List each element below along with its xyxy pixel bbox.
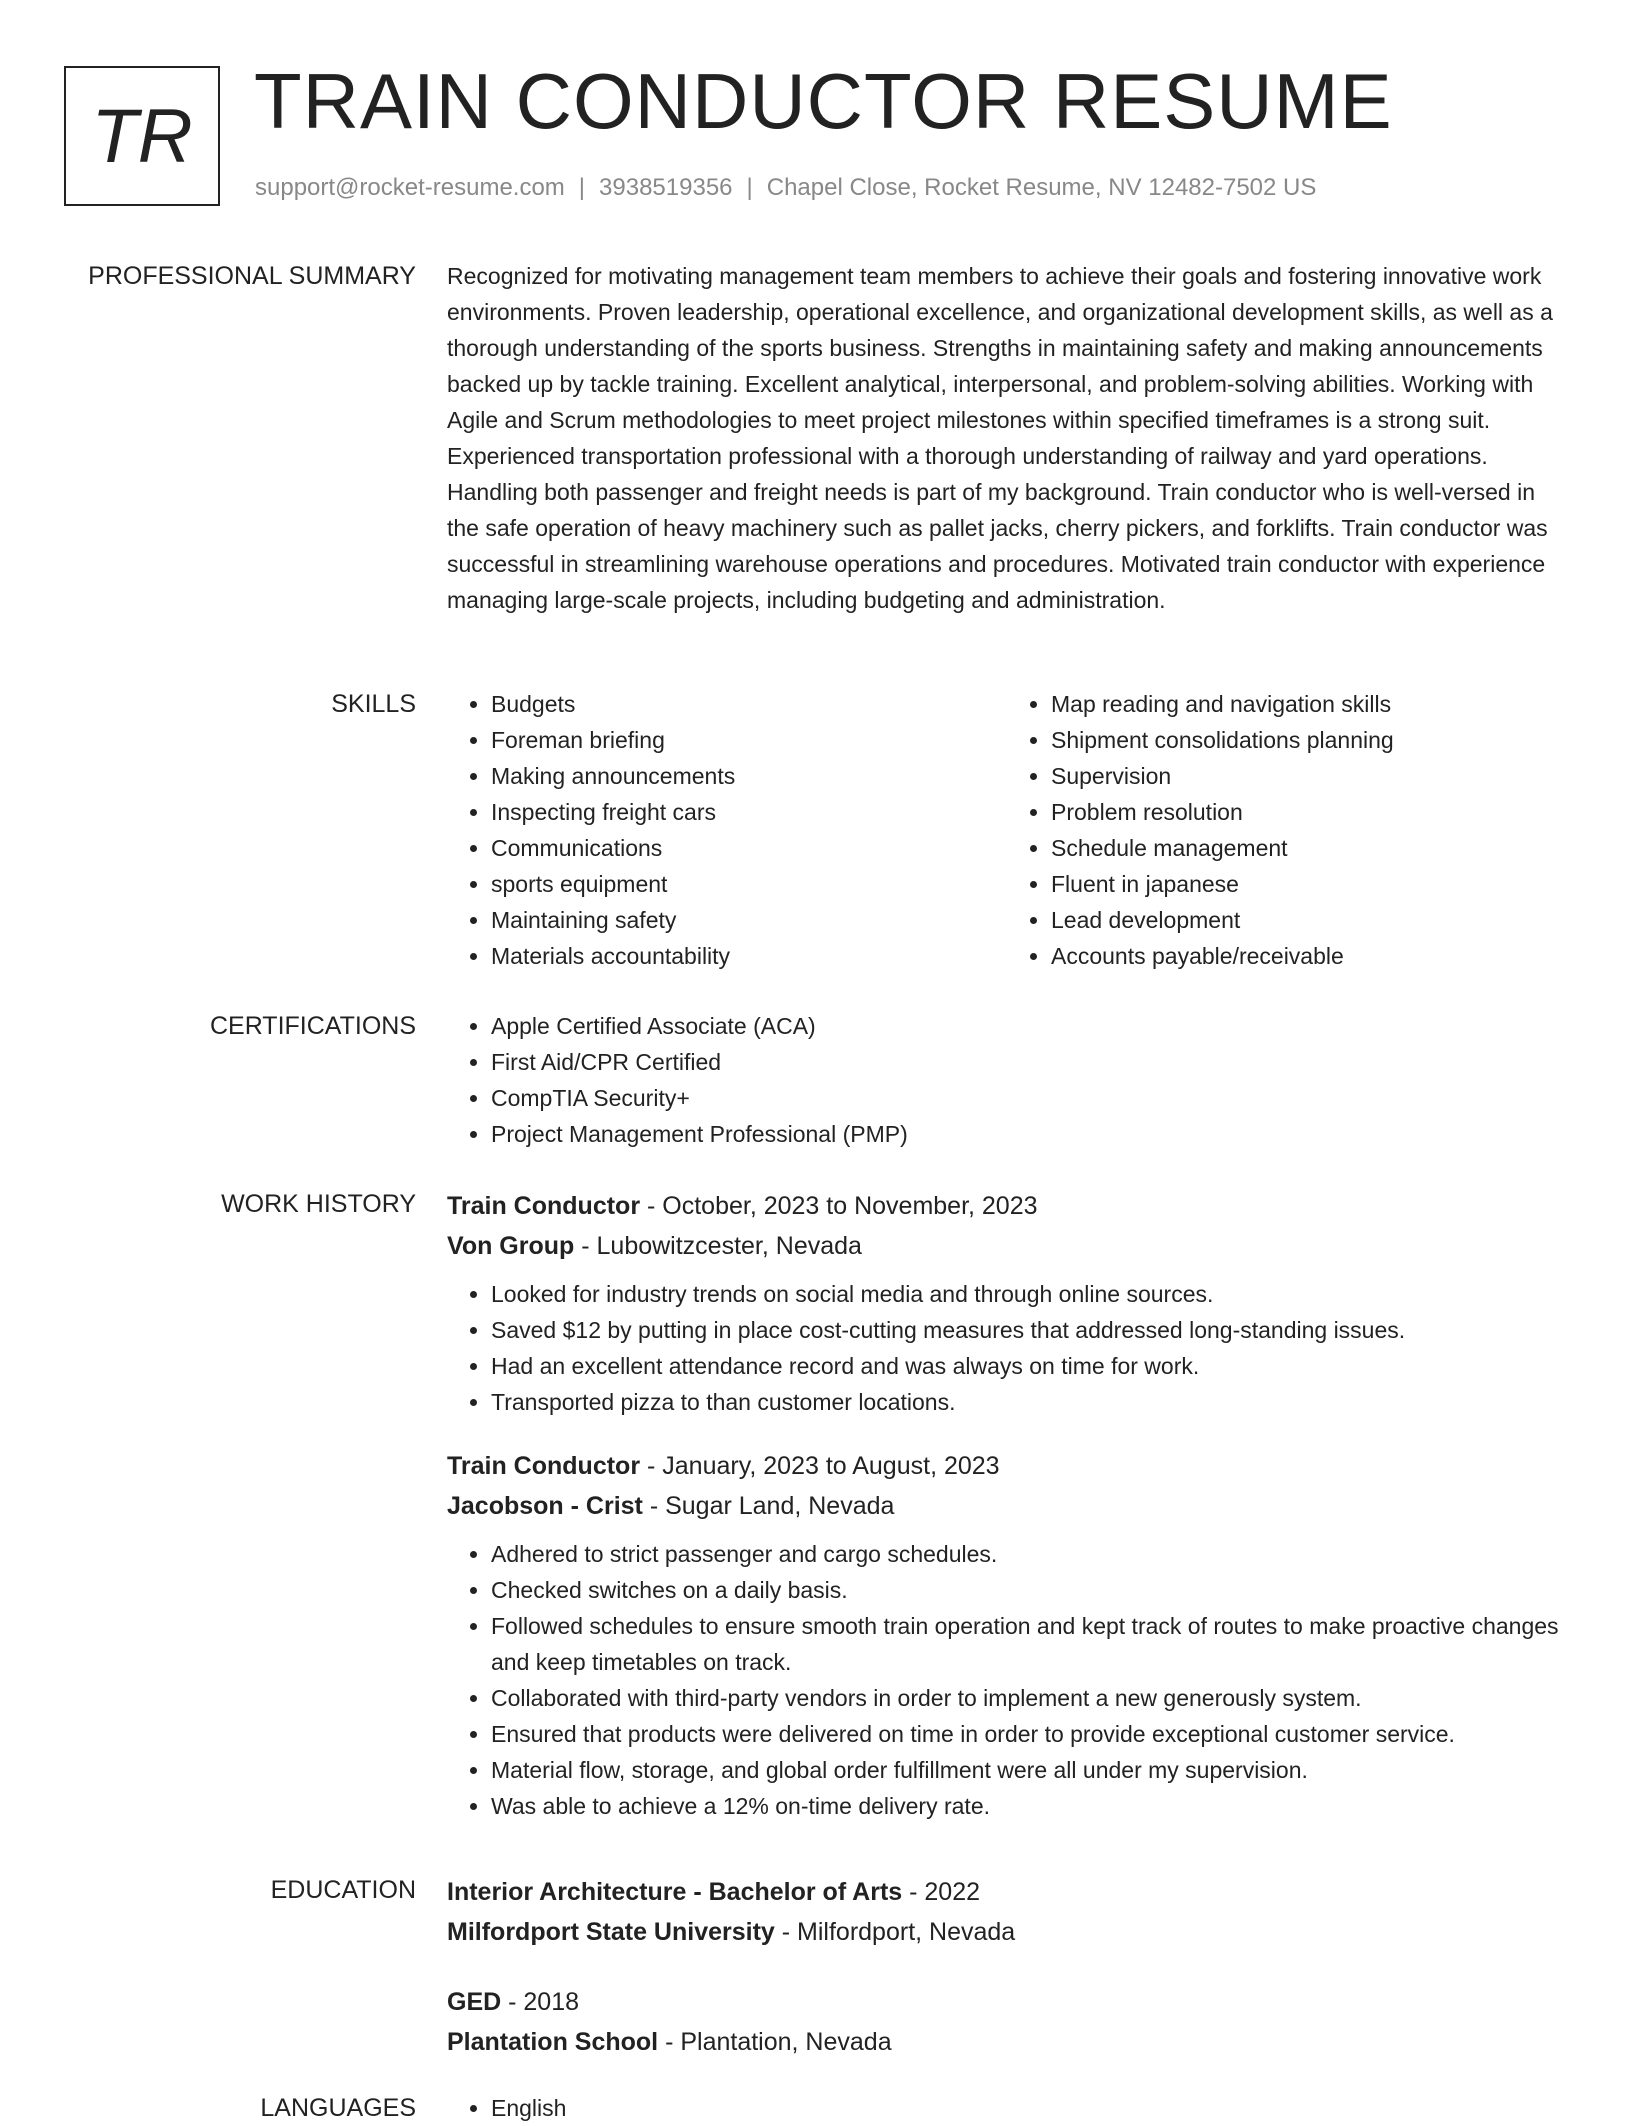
job-bullets <box>447 1536 1567 1824</box>
contact-separator: | <box>746 174 753 201</box>
certifications-list <box>447 1008 1567 1152</box>
skills-list-right <box>1007 686 1567 974</box>
job-bullet: • Adhered to strict passenger and cargo schedules. <box>491 1536 1567 1572</box>
certification-item: • Project Management Professional (PMP) <box>491 1116 1567 1152</box>
certification-item: • Apple Certified Associate (ACA) <box>491 1008 1567 1044</box>
skill-item: • Fluent in japanese <box>1051 866 1567 902</box>
job-bullet: • Looked for industry trends on social media and through online sources. <box>491 1276 1567 1312</box>
job-dates: - January, 2023 to August, 2023 <box>640 1452 1000 1480</box>
job-title-line <box>447 1186 1567 1226</box>
skill-item: • Schedule management <box>1051 830 1567 866</box>
skill-item: • Making announcements <box>491 758 1007 794</box>
job-company-line <box>447 1226 1567 1266</box>
education-location: - Plantation, Nevada <box>658 2028 892 2056</box>
section-label-summary: PROFESSIONAL SUMMARY <box>88 262 416 290</box>
job-entry <box>447 1186 1567 1420</box>
education-school-line <box>447 1912 1567 1952</box>
skills-list-left <box>447 686 1007 974</box>
education-school: Milfordport State University <box>447 1918 775 1946</box>
contact-email: support@rocket-resume.com <box>255 174 565 201</box>
education-school-line <box>447 2022 1567 2062</box>
job-location: - Lubowitzcester, Nevada <box>574 1232 862 1260</box>
education-entry <box>447 1872 1567 1952</box>
section-label-languages: LANGUAGES <box>260 2094 416 2122</box>
education-degree-line <box>447 1872 1567 1912</box>
skill-item: • Materials accountability <box>491 938 1007 974</box>
job-bullet: • Followed schedules to ensure smooth train operation and kept track of routes to make proactive changes and keep timetables on track. <box>491 1608 1567 1680</box>
section-label-skills: SKILLS <box>331 690 416 718</box>
certifications-content <box>447 1008 1567 1152</box>
job-title-line <box>447 1446 1567 1486</box>
contact-address: Chapel Close, Rocket Resume, NV 12482-7502 US <box>766 174 1317 201</box>
job-bullet: • Ensured that products were delivered on time in order to provide exceptional customer service. <box>491 1716 1567 1752</box>
education-degree: GED <box>447 1988 502 2016</box>
skill-item: • Shipment consolidations planning <box>1051 722 1567 758</box>
skill-item: • Inspecting freight cars <box>491 794 1007 830</box>
monogram-initials: TR <box>91 93 193 179</box>
certification-item: • CompTIA Security+ <box>491 1080 1567 1116</box>
skill-item: • Map reading and navigation skills <box>1051 686 1567 722</box>
section-label-education: EDUCATION <box>270 1876 416 1904</box>
job-company: Jacobson - Crist <box>447 1492 643 1520</box>
certification-item: • First Aid/CPR Certified <box>491 1044 1567 1080</box>
languages-list <box>447 2090 1567 2126</box>
job-company: Von Group <box>447 1232 575 1260</box>
skills-content <box>447 686 1567 974</box>
job-bullets <box>447 1276 1567 1420</box>
skill-item: • Budgets <box>491 686 1007 722</box>
skill-item: • Lead development <box>1051 902 1567 938</box>
contact-phone: 3938519356 <box>599 174 733 201</box>
job-bullet: • Collaborated with third-party vendors in order to implement a new generously system. <box>491 1680 1567 1716</box>
job-title: Train Conductor <box>447 1192 641 1220</box>
skill-item: • Supervision <box>1051 758 1567 794</box>
skill-item: • Maintaining safety <box>491 902 1007 938</box>
language-item: • English <box>491 2090 1567 2126</box>
education-content <box>447 1872 1567 2072</box>
job-bullet: • Had an excellent attendance record and was always on time for work. <box>491 1348 1567 1384</box>
education-degree: Interior Architecture - Bachelor of Arts <box>447 1878 903 1906</box>
skill-item: • Problem resolution <box>1051 794 1567 830</box>
job-bullet: • Saved $12 by putting in place cost-cutting measures that addressed long-standing issues. <box>491 1312 1567 1348</box>
job-bullet: • Was able to achieve a 12% on-time delivery rate. <box>491 1788 1567 1824</box>
job-bullet: • Checked switches on a daily basis. <box>491 1572 1567 1608</box>
monogram-box <box>64 66 220 206</box>
job-bullet: • Transported pizza to than customer locations. <box>491 1384 1567 1420</box>
education-entry <box>447 1982 1567 2062</box>
resume-title: TRAIN CONDUCTOR RESUME <box>254 57 1393 145</box>
education-school: Plantation School <box>447 2028 659 2056</box>
summary-content <box>447 258 1567 618</box>
education-year: - 2018 <box>501 1988 580 2016</box>
work-history-content <box>447 1186 1567 1824</box>
section-label-certifications: CERTIFICATIONS <box>209 1012 416 1040</box>
job-company-line <box>447 1486 1567 1526</box>
skill-item: • Accounts payable/receivable <box>1051 938 1567 974</box>
job-dates: - October, 2023 to November, 2023 <box>640 1192 1038 1220</box>
job-location: - Sugar Land, Nevada <box>642 1492 895 1520</box>
education-location: - Milfordport, Nevada <box>774 1918 1016 1946</box>
education-degree-line <box>447 1982 1567 2022</box>
contact-line <box>255 174 1316 202</box>
languages-content <box>447 2090 1567 2126</box>
education-year: - 2022 <box>902 1878 981 1906</box>
job-title: Train Conductor <box>447 1452 641 1480</box>
section-label-work-history: WORK HISTORY <box>221 1190 416 1218</box>
skill-item: • sports equipment <box>491 866 1007 902</box>
skill-item: • Foreman briefing <box>491 722 1007 758</box>
summary-text: Recognized for motivating management team members to achieve their goals and fostering innovative work environments. Proven leadership, operational excellence, and organizational development skills, as well as a thorough understanding of the sports business. Strengths in maintaining safety and making announcements backed up by tackle training. Excellent analytical, interpersonal, and problem-solving abilities. Working with Agile and Scrum methodologies to meet project milestones within specified timeframes is a strong suit. Experienced transportation professional with a thorough understanding of railway and yard operations. Handling both passenger and freight needs is part of my background. Train conductor who is well-versed in the safe operation of heavy machinery such as pallet jacks, cherry pickers, and forklifts. Train conductor was successful in streamlining warehouse operations and procedures. Motivated train conductor with experience managing large-scale projects, including budgeting and administration. <box>447 263 1553 613</box>
skill-item: • Communications <box>491 830 1007 866</box>
job-entry <box>447 1446 1567 1824</box>
contact-separator: | <box>578 174 586 201</box>
job-bullet: • Material flow, storage, and global order fulfillment were all under my supervision. <box>491 1752 1567 1788</box>
